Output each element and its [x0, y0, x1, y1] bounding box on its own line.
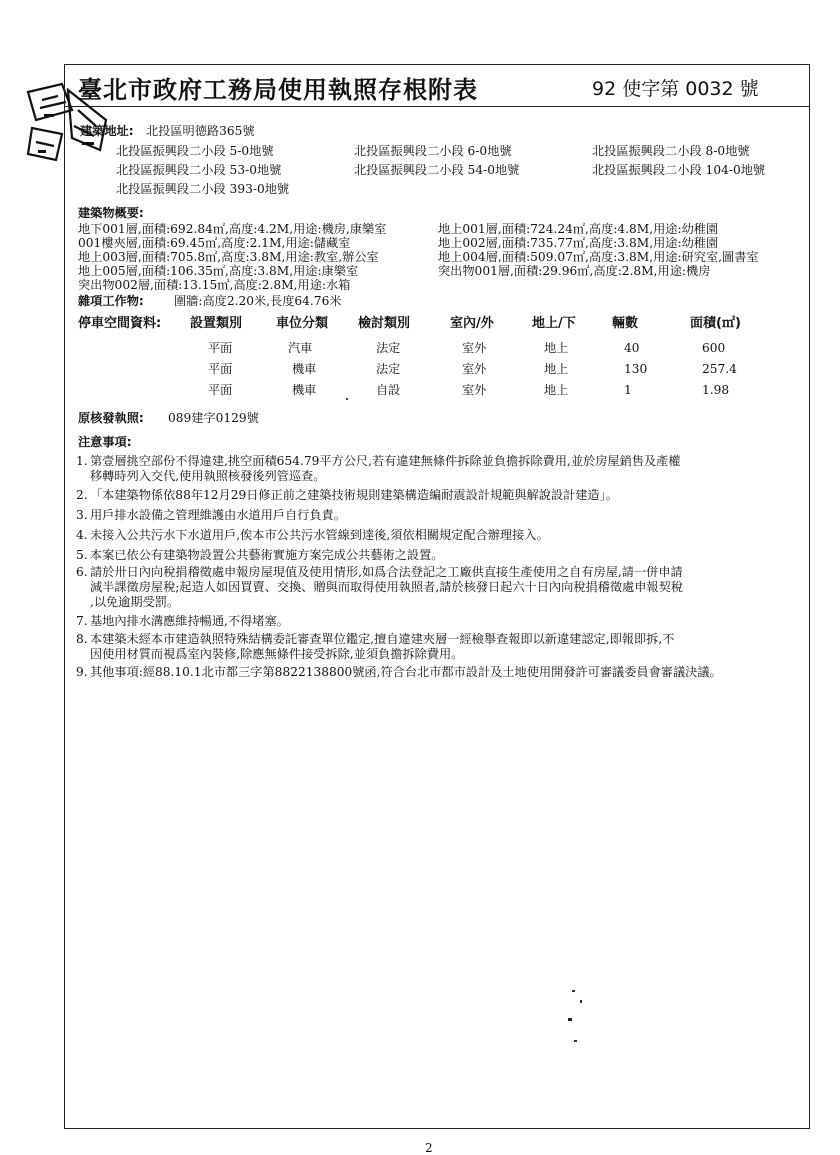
parking-cell: 600	[702, 341, 726, 355]
parking-cell: 1	[624, 383, 632, 397]
note-number: 7.	[76, 614, 88, 628]
original-permit-value: 089建字0129號	[168, 411, 259, 425]
floor-entry: 地上002層,面積:735.77㎡,高度:3.8M,用途:幼稚園	[438, 236, 719, 250]
parking-cell: 室外	[462, 341, 487, 355]
site-address: 北投區明德路365號	[146, 124, 255, 138]
permit-number: 92 使字第 0032 號	[592, 78, 759, 100]
scan-speck	[568, 1018, 572, 1021]
lot-item: 北投區振興段二小段 104-0地號	[592, 163, 766, 177]
note-line: 減半課徵房屋稅;起造人如因買賣、交換、贈與而取得使用執照者,請於核發日起六十日內向稅捐稽徵處申報契稅	[90, 580, 683, 594]
original-permit-label: 原核發執照:	[78, 411, 144, 425]
note-number: 8.	[76, 632, 88, 646]
lot-item: 北投區振興段二小段 8-0地號	[592, 144, 750, 158]
lot-item: 北投區振興段二小段 393-0地號	[116, 182, 290, 196]
parking-header: 輛數	[612, 316, 639, 331]
floor-entry: 突出物002層,面積:13.15㎡,高度:2.8M,用途:水箱	[78, 278, 351, 292]
parking-cell: 1.98	[702, 383, 730, 397]
note-number: 2.	[76, 488, 88, 502]
note-line: 用戶排水設備之管理維護由水道用戶自行負責。	[90, 508, 346, 522]
lot-item: 北投區振興段二小段 6-0地號	[354, 144, 512, 158]
note-line: ,以免逾期受罰。	[90, 595, 180, 609]
note-number: 6.	[76, 565, 88, 579]
page-number: 2	[425, 1141, 433, 1155]
note-number: 1.	[76, 454, 88, 468]
scan-speck	[580, 1000, 582, 1003]
parking-header: 設置類別	[190, 316, 243, 331]
parking-label: 停車空間資料:	[78, 316, 162, 331]
note-line: 請於卅日內向稅捐稽徵處申報房屋現值及使用情形,如爲合法登記之工廠供直接生產使用之自有房屋,請一併申請	[90, 565, 683, 579]
note-line: 「本建築物係依88年12月29日修正前之建築技術規則建築構造編耐震設計規範與解說設計建造」。	[90, 488, 618, 502]
note-item	[76, 565, 796, 610]
note-line: 因使用材質而視爲室內裝修,除應無條件接受拆除,並須負擔拆除費用。	[90, 647, 464, 661]
note-item	[76, 508, 796, 523]
note-line: 本建築未經本市建造執照特殊結構委託審查單位鑑定,擅自違建夾層一經檢舉查報即以新違建認定,即報即拆,不	[90, 632, 675, 646]
note-line: 本案已依公有建築物設置公共藝術實施方案完成公共藝術之設置。	[90, 548, 444, 562]
floor-entry: 突出物001層,面積:29.96㎡,高度:2.8M,用途:機房	[438, 264, 711, 278]
parking-cell: 地上	[544, 362, 569, 376]
floor-entry: 地上003層,面積:705.8㎡,高度:3.8M,用途:教室,辦公室	[78, 250, 379, 264]
note-item	[76, 632, 796, 662]
note-line: 移轉時列入交代,使用執照核發後列管巡查。	[90, 469, 326, 483]
floor-entry: 001樓夾層,面積:69.45㎡,高度:2.1M,用途:儲藏室	[78, 236, 351, 250]
note-line: 其他事項:經88.10.1北市都三字第8822138800號函,符合台北市都市設計及土地使用開發許可審議委員會審議決議。	[90, 665, 722, 679]
parking-cell: 機車	[292, 362, 317, 376]
note-number: 5.	[76, 548, 88, 562]
parking-cell: 地上	[544, 383, 569, 397]
parking-cell: 汽車	[288, 341, 313, 355]
parking-cell: 平面	[208, 383, 233, 397]
parking-header: 車位分類	[276, 316, 329, 331]
building-summary-heading: 建築物概要:	[78, 206, 144, 220]
note-line: 未接入公共污水下水道用戶,俟本市公共污水管線到達後,須依相關規定配合辦理接入。	[90, 528, 549, 542]
note-item	[76, 614, 796, 629]
note-number: 4.	[76, 528, 88, 542]
parking-cell: 地上	[544, 341, 569, 355]
parking-cell: 自設	[376, 383, 401, 397]
note-item	[76, 665, 796, 680]
parking-cell: 平面	[208, 341, 233, 355]
parking-cell: 機車	[292, 383, 317, 397]
note-item	[76, 548, 796, 563]
floor-entry: 地下001層,面積:692.84㎡,高度:4.2M,用途:機房,康樂室	[78, 222, 387, 236]
scan-speck	[572, 990, 575, 992]
scan-speck	[346, 398, 348, 400]
note-line: 第壹層挑空部份不得違建,挑空面積654.79平方公尺,若有違建無條件拆除並負擔拆除費用,並於房屋銷售及產權	[90, 454, 681, 468]
note-item	[76, 488, 796, 503]
document-title: 臺北市政府工務局使用執照存根附表	[78, 76, 478, 104]
note-item	[76, 528, 796, 543]
parking-cell: 130	[624, 362, 648, 376]
parking-cell: 平面	[208, 362, 233, 376]
parking-header: 地上/下	[532, 316, 576, 331]
parking-header: 室內/外	[450, 316, 494, 331]
floor-entry: 地上001層,面積:724.24㎡,高度:4.8M,用途:幼稚園	[438, 222, 719, 236]
lot-item: 北投區振興段二小段 53-0地號	[116, 163, 282, 177]
misc-works-value: 圍牆:高度2.20米,長度64.76米	[174, 294, 342, 308]
parking-cell: 室外	[462, 362, 487, 376]
floor-entry: 地上005層,面積:106.35㎡,高度:3.8M,用途:康樂室	[78, 264, 359, 278]
misc-works-label: 雜項工作物:	[78, 294, 144, 308]
parking-header: 面積(㎡)	[690, 316, 741, 331]
parking-cell: 40	[624, 341, 640, 355]
parking-cell: 室外	[462, 383, 487, 397]
lot-item: 北投區振興段二小段 54-0地號	[354, 163, 520, 177]
parking-cell: 法定	[376, 341, 401, 355]
scan-speck	[574, 1040, 577, 1042]
lot-item: 北投區振興段二小段 5-0地號	[116, 144, 274, 158]
title-divider	[64, 106, 810, 107]
floor-entry: 地上004層,面積:509.07㎡,高度:3.8M,用途:研究室,圖書室	[438, 250, 759, 264]
note-line: 基地內排水溝應維持暢通,不得堵塞。	[90, 614, 289, 628]
note-number: 3.	[76, 508, 88, 522]
parking-cell: 257.4	[702, 362, 737, 376]
notes-heading: 注意事項:	[78, 435, 132, 449]
note-number: 9.	[76, 665, 88, 679]
site-address-label: 建築地址:	[80, 124, 134, 138]
note-item	[76, 454, 796, 484]
parking-cell: 法定	[376, 362, 401, 376]
parking-header: 檢討類別	[358, 316, 411, 331]
